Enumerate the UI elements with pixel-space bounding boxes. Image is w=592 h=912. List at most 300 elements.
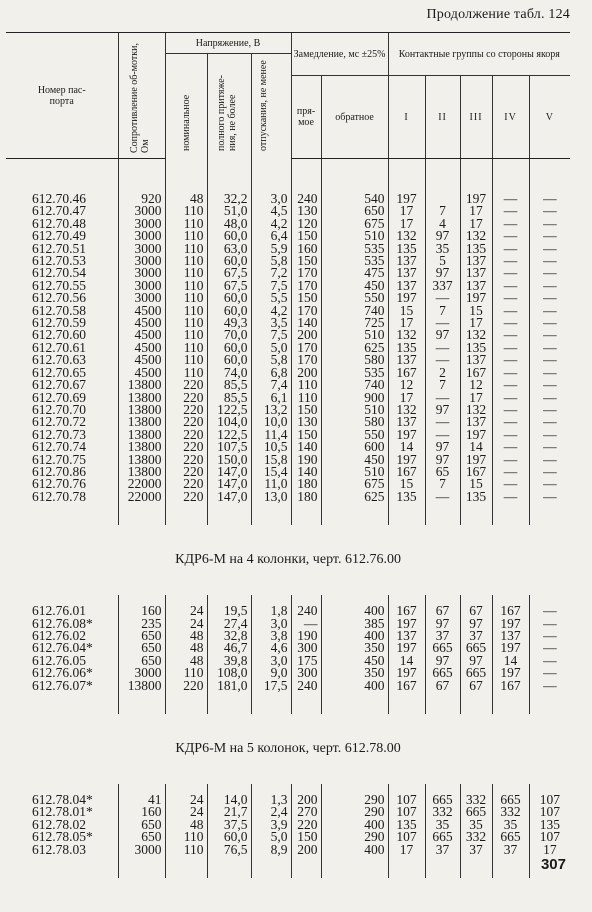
value-cell: 725 (321, 317, 388, 329)
table-row (6, 205, 570, 217)
value-cell: 385 (321, 618, 388, 630)
value-cell: — (529, 280, 570, 292)
value-cell: 7,5 (251, 280, 291, 292)
value-cell: 167 (492, 680, 529, 714)
value-cell: 350 (321, 667, 388, 679)
value-cell: 332 (425, 806, 460, 818)
value-cell: 35 (425, 819, 460, 831)
spacer-cell (460, 159, 492, 194)
value-cell: 200 (291, 794, 321, 806)
value-cell: 137 (492, 630, 529, 642)
value-cell: 60,0 (207, 342, 251, 354)
value-cell: 60,0 (207, 831, 251, 843)
value-cell: 137 (388, 354, 425, 366)
value-cell: 85,5 (207, 392, 251, 404)
value-cell: 4500 (118, 317, 165, 329)
value-cell: 13800 (118, 441, 165, 453)
passport-cell: 612.76.07* (32, 677, 93, 693)
value-cell: 740 (321, 305, 388, 317)
value-cell: 107 (529, 794, 570, 806)
value-cell: 350 (321, 642, 388, 654)
value-cell: 137 (388, 630, 425, 642)
resistance-header: Сопротивление об-мотки, Ом (118, 33, 165, 159)
value-cell: 32,2 (207, 193, 251, 205)
value-cell: 4500 (118, 305, 165, 317)
table-row (6, 367, 570, 379)
value-cell: 7,4 (251, 379, 291, 391)
d-direct-header: пря-мое (291, 76, 321, 159)
value-cell: 6,8 (251, 367, 291, 379)
value-cell: 13800 (118, 466, 165, 478)
value-cell: — (529, 416, 570, 428)
value-cell: 4500 (118, 354, 165, 366)
contact-col-2: II (425, 76, 460, 159)
value-cell: — (529, 642, 570, 654)
value-cell: 11,4 (251, 429, 291, 441)
value-cell: 110 (291, 379, 321, 391)
value-cell: 22000 (118, 491, 165, 525)
passport-cell: 612.70.65 (32, 364, 86, 380)
value-cell: 3,5 (251, 317, 291, 329)
value-cell: 400 (321, 605, 388, 617)
value-cell: 665 (425, 831, 460, 843)
value-cell: — (492, 466, 529, 478)
value-cell: 122,5 (207, 429, 251, 441)
value-cell: 6,1 (251, 392, 291, 404)
value-cell: 41 (118, 794, 165, 806)
value-cell: 200 (291, 844, 321, 878)
value-cell: — (529, 441, 570, 453)
value-cell: 46,7 (207, 642, 251, 654)
v-nominal-header: номинальное (165, 54, 207, 159)
value-cell: 137 (388, 267, 425, 279)
table-row (6, 680, 570, 714)
spacer-cell (118, 159, 165, 194)
table-row (6, 305, 570, 317)
value-cell: 197 (460, 292, 492, 304)
value-cell: 220 (165, 466, 207, 478)
value-cell: 510 (321, 230, 388, 242)
passport-cell: 612.70.58 (32, 302, 86, 318)
passport-cell: 612.70.75 (32, 451, 86, 467)
passport-cell: 612.76.08* (32, 615, 93, 631)
value-cell: 110 (165, 844, 207, 878)
passport-cell: 612.76.05 (32, 652, 86, 668)
value-cell: 900 (321, 392, 388, 404)
value-cell: 67,5 (207, 280, 251, 292)
value-cell: 220 (165, 454, 207, 466)
passport-cell: 612.70.74 (32, 439, 86, 455)
value-cell: 14 (492, 655, 529, 667)
value-cell: 197 (460, 193, 492, 205)
value-cell: 13800 (118, 680, 165, 714)
value-cell: 60,0 (207, 292, 251, 304)
value-cell: 675 (321, 478, 388, 490)
value-cell: 24 (165, 605, 207, 617)
value-cell: 137 (460, 354, 492, 366)
spacer-cell (251, 159, 291, 194)
value-cell: 135 (388, 819, 425, 831)
value-cell: 21,7 (207, 806, 251, 818)
value-cell: 67 (425, 680, 460, 714)
value-cell: 150 (291, 292, 321, 304)
value-cell: — (492, 329, 529, 341)
spacer-cell (388, 159, 425, 194)
value-cell: — (492, 416, 529, 428)
value-cell: 15 (460, 305, 492, 317)
value-cell: 5,5 (251, 292, 291, 304)
value-cell: 135 (388, 342, 425, 354)
value-cell: 110 (165, 218, 207, 230)
passport-cell: 612.76.02 (32, 627, 86, 643)
value-cell: 67 (460, 680, 492, 714)
value-cell: 108,0 (207, 667, 251, 679)
value-cell: 147,0 (207, 466, 251, 478)
value-cell: 181,0 (207, 680, 251, 714)
value-cell: 65 (425, 466, 460, 478)
value-cell: 7 (425, 305, 460, 317)
passport-cell: 612.70.56 (32, 290, 86, 306)
value-cell: 137 (388, 416, 425, 428)
value-cell: 167 (388, 367, 425, 379)
passport-cell: 612.78.05* (32, 829, 93, 845)
value-cell: — (529, 218, 570, 230)
value-cell: 35 (492, 819, 529, 831)
table-row (6, 642, 570, 654)
value-cell: 107 (388, 806, 425, 818)
value-cell: 17 (460, 218, 492, 230)
passport-cell: 612.70.67 (32, 377, 86, 393)
value-cell: 650 (321, 205, 388, 217)
delay-group-header: Замедление, мс ±25% (291, 33, 388, 76)
value-cell: 104,0 (207, 416, 251, 428)
value-cell: 147,0 (207, 478, 251, 490)
value-cell: 332 (460, 831, 492, 843)
value-cell: — (492, 305, 529, 317)
value-cell: 197 (388, 618, 425, 630)
value-cell: 14,0 (207, 794, 251, 806)
value-cell: 220 (165, 429, 207, 441)
value-cell: — (529, 491, 570, 525)
value-cell: 3,0 (251, 655, 291, 667)
value-cell: 130 (291, 416, 321, 428)
value-cell: 15 (388, 478, 425, 490)
value-cell: 475 (321, 267, 388, 279)
value-cell: — (529, 305, 570, 317)
value-cell: 37,5 (207, 819, 251, 831)
value-cell: 110 (165, 243, 207, 255)
value-cell: 332 (492, 806, 529, 818)
value-cell: 220 (165, 441, 207, 453)
value-cell: 190 (291, 630, 321, 642)
value-cell: 70,0 (207, 329, 251, 341)
spacer-cell (165, 159, 207, 194)
value-cell: 180 (291, 478, 321, 490)
value-cell: 13800 (118, 379, 165, 391)
value-cell: 600 (321, 441, 388, 453)
value-cell: 107 (529, 831, 570, 843)
value-cell: 290 (321, 831, 388, 843)
value-cell: 167 (388, 680, 425, 714)
table-row (6, 429, 570, 441)
value-cell: 332 (460, 794, 492, 806)
value-cell: 197 (388, 429, 425, 441)
value-cell: 650 (118, 642, 165, 654)
value-cell: 180 (291, 491, 321, 525)
value-cell: 37 (425, 630, 460, 642)
value-cell: 5,8 (251, 255, 291, 267)
passport-cell: 612.76.01 (32, 603, 86, 619)
passport-cell: 612.76.04* (32, 640, 93, 656)
table-body (6, 159, 570, 879)
passport-cell: 612.70.78 (32, 488, 86, 504)
value-cell: 150 (291, 255, 321, 267)
value-cell: 220 (165, 478, 207, 490)
value-cell: 17,5 (251, 680, 291, 714)
table-row (6, 379, 570, 391)
value-cell: — (425, 292, 460, 304)
value-cell: 7,2 (251, 267, 291, 279)
value-cell: 137 (460, 280, 492, 292)
passport-cell: 612.70.76 (32, 476, 86, 492)
value-cell: — (492, 230, 529, 242)
value-cell: 240 (291, 605, 321, 617)
passport-cell: 612.70.61 (32, 339, 86, 355)
value-cell: 11,0 (251, 478, 291, 490)
passport-cell: 612.70.51 (32, 240, 86, 256)
table-row (6, 844, 570, 878)
value-cell: 270 (291, 806, 321, 818)
value-cell: 17 (388, 392, 425, 404)
value-cell: — (529, 267, 570, 279)
value-cell: 170 (291, 267, 321, 279)
section-title-row (6, 525, 570, 595)
value-cell: 665 (492, 831, 529, 843)
value-cell: 10,5 (251, 441, 291, 453)
value-cell: 3,9 (251, 819, 291, 831)
contact-col-1: I (388, 76, 425, 159)
value-cell: 110 (165, 267, 207, 279)
value-cell: 240 (291, 680, 321, 714)
value-cell: — (492, 342, 529, 354)
value-cell: 540 (321, 193, 388, 205)
value-cell: 160 (118, 806, 165, 818)
value-cell: 97 (425, 267, 460, 279)
value-cell: 19,5 (207, 605, 251, 617)
spacer-row (6, 595, 570, 605)
value-cell: — (425, 491, 460, 525)
passport-cell: 612.70.47 (32, 203, 86, 219)
value-cell: 550 (321, 429, 388, 441)
value-cell: 675 (321, 218, 388, 230)
value-cell: 4,2 (251, 218, 291, 230)
value-cell: 197 (460, 429, 492, 441)
value-cell: 167 (492, 605, 529, 617)
value-cell: 240 (291, 193, 321, 205)
value-cell: 290 (321, 806, 388, 818)
value-cell: — (492, 404, 529, 416)
value-cell: 665 (425, 667, 460, 679)
value-cell: 137 (460, 416, 492, 428)
value-cell: 220 (165, 416, 207, 428)
value-cell: — (492, 441, 529, 453)
value-cell: 97 (425, 454, 460, 466)
value-cell: 625 (321, 491, 388, 525)
value-cell: 130 (291, 205, 321, 217)
value-cell: — (529, 367, 570, 379)
value-cell: 17 (460, 392, 492, 404)
value-cell: 4 (425, 218, 460, 230)
passport-cell: 612.70.48 (32, 215, 86, 231)
value-cell: 137 (460, 255, 492, 267)
passport-cell: 612.78.03 (32, 841, 86, 857)
value-cell: 97 (460, 618, 492, 630)
value-cell: 665 (460, 642, 492, 654)
value-cell: 190 (291, 454, 321, 466)
value-cell: — (492, 267, 529, 279)
value-cell: 197 (460, 454, 492, 466)
value-cell: 535 (321, 255, 388, 267)
value-cell: 3000 (118, 218, 165, 230)
value-cell: 160 (291, 243, 321, 255)
value-cell: 67,5 (207, 267, 251, 279)
passport-cell: 612.70.72 (32, 414, 86, 430)
value-cell: 4500 (118, 367, 165, 379)
value-cell: — (529, 454, 570, 466)
value-cell: 220 (165, 404, 207, 416)
value-cell: 15 (460, 478, 492, 490)
value-cell: 450 (321, 655, 388, 667)
value-cell: 110 (291, 392, 321, 404)
passport-header: Номер пас-порта (6, 33, 118, 159)
value-cell: 76,5 (207, 844, 251, 878)
value-cell: 132 (460, 230, 492, 242)
value-cell: — (529, 292, 570, 304)
value-cell: 60,0 (207, 354, 251, 366)
passport-cell: 612.70.55 (32, 277, 86, 293)
value-cell: 97 (425, 230, 460, 242)
value-cell: 510 (321, 329, 388, 341)
value-cell: 150 (291, 230, 321, 242)
value-cell: 140 (291, 317, 321, 329)
value-cell: — (492, 429, 529, 441)
value-cell: — (291, 618, 321, 630)
value-cell: 625 (321, 342, 388, 354)
value-cell: 665 (460, 667, 492, 679)
passport-cell: 612.70.46 (32, 191, 86, 206)
value-cell: 48 (165, 642, 207, 654)
value-cell: 220 (165, 392, 207, 404)
value-cell: — (529, 655, 570, 667)
value-cell: — (529, 392, 570, 404)
value-cell: — (492, 379, 529, 391)
value-cell: 22000 (118, 478, 165, 490)
value-cell: 167 (460, 367, 492, 379)
passport-cell: 612.70.73 (32, 426, 86, 442)
section-title: КДР6-М на 5 колонок, черт. 612.78.00 (175, 741, 401, 756)
value-cell: 107 (529, 806, 570, 818)
contact-col-3: III (460, 76, 492, 159)
value-cell: 665 (425, 642, 460, 654)
value-cell: 97 (425, 655, 460, 667)
value-cell: 35 (425, 243, 460, 255)
value-cell: — (529, 193, 570, 205)
value-cell: 650 (118, 819, 165, 831)
section-title: КДР6-М на 4 колонки, черт. 612.76.00 (175, 552, 401, 568)
table-row (6, 491, 570, 525)
value-cell: — (492, 218, 529, 230)
value-cell: 7 (425, 478, 460, 490)
value-cell: 167 (388, 605, 425, 617)
value-cell: 197 (492, 667, 529, 679)
value-cell: 74,0 (207, 367, 251, 379)
value-cell: 135 (529, 819, 570, 831)
value-cell: 85,5 (207, 379, 251, 391)
value-cell: 110 (165, 255, 207, 267)
value-cell: 27,4 (207, 618, 251, 630)
value-cell: 2 (425, 367, 460, 379)
value-cell: 535 (321, 243, 388, 255)
relay-data-table (6, 32, 570, 878)
value-cell: 5,0 (251, 831, 291, 843)
value-cell: 170 (291, 305, 321, 317)
value-cell: — (529, 680, 570, 714)
value-cell: 97 (425, 404, 460, 416)
table-row (6, 193, 570, 205)
value-cell: — (529, 667, 570, 679)
table-row (6, 618, 570, 630)
value-cell: 60,0 (207, 230, 251, 242)
value-cell: 740 (321, 379, 388, 391)
value-cell: — (529, 429, 570, 441)
value-cell: 3000 (118, 267, 165, 279)
value-cell: 4500 (118, 329, 165, 341)
value-cell: 110 (165, 205, 207, 217)
value-cell: 13800 (118, 429, 165, 441)
value-cell: 197 (388, 292, 425, 304)
value-cell: 48 (165, 819, 207, 831)
value-cell: 39,8 (207, 655, 251, 667)
value-cell: 110 (165, 367, 207, 379)
spacer-cell (291, 159, 321, 194)
value-cell: 220 (165, 680, 207, 714)
value-cell: 400 (321, 844, 388, 878)
value-cell: 197 (388, 193, 425, 205)
value-cell: 147,0 (207, 491, 251, 525)
voltage-group-header: Напряжение, В (165, 33, 291, 54)
table-header (6, 33, 570, 159)
passport-cell: 612.70.53 (32, 253, 86, 269)
value-cell: 220 (291, 819, 321, 831)
value-cell: 197 (388, 642, 425, 654)
value-cell: — (529, 630, 570, 642)
value-cell: 132 (460, 329, 492, 341)
value-cell: 13800 (118, 404, 165, 416)
value-cell: 665 (425, 794, 460, 806)
value-cell: 3000 (118, 667, 165, 679)
value-cell: 15,4 (251, 466, 291, 478)
value-cell: 150,0 (207, 454, 251, 466)
value-cell: 63,0 (207, 243, 251, 255)
value-cell: — (425, 317, 460, 329)
value-cell: 920 (118, 193, 165, 205)
value-cell: — (529, 342, 570, 354)
value-cell: 650 (118, 655, 165, 667)
value-cell: 9,0 (251, 667, 291, 679)
value-cell: 110 (165, 342, 207, 354)
value-cell: 450 (321, 280, 388, 292)
value-cell: 17 (388, 205, 425, 217)
